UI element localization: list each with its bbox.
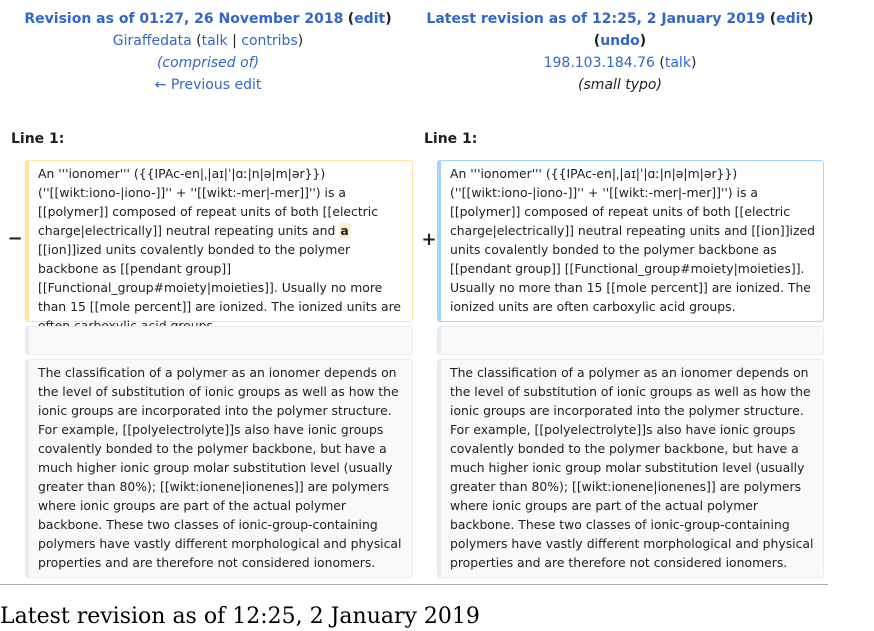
undo-link[interactable]: undo xyxy=(600,33,640,49)
context-line-right xyxy=(437,359,824,578)
left-revision-link[interactable]: Revision as of 01:27, 26 November 2018 xyxy=(24,11,344,27)
left-edit-link[interactable]: edit xyxy=(354,11,386,27)
latest-revision-heading: Latest revision as of 12:25, 2 January 2019 xyxy=(0,604,480,629)
left-revision-title-row: Revision as of 01:27, 26 November 2018 (edit) xyxy=(24,11,392,27)
section-divider xyxy=(0,584,828,585)
added-text: An '''ionomer''' ({{IPAc-en|ˌ|aɪ|ˈ|ɑː|n|ə|m|ər}}) (''[[wikt:iono-|iono-]]'' + ''[[wikt:-mer|-mer]]'') is a [[polymer]] composed of repeat units of both [[electric charge|electrically]] neutral repeating units and [[ion]]ized units covalently bonded to the polymer backbone as [[pendant group]] [[Functional_group#moiety|moieties]]. Usually no more than 15 [[mole percent]] are ionized. The ionized units are often carboxylic acid groups. xyxy=(450,166,815,314)
right-edit-link[interactable]: edit xyxy=(776,11,808,27)
left-edit-summary[interactable]: (comprised of) xyxy=(156,55,260,71)
right-edit-summary: (small typo) xyxy=(578,77,662,93)
right-user-row: 198.103.184.76 (talk) xyxy=(543,55,697,71)
right-revision-title-row: Latest revision as of 12:25, 2 January 2019 (edit) xyxy=(426,11,814,27)
context-text-left: The classification of a polymer as an ionomer depends on the level of substitution of ionic groups as well as how the ionic groups are incorporated into the polymer structure. For example, [[polyelectrolyte]]s also have ionic groups covalently bonded to the polymer backbone, but have a much higher ionic group molar substitution level (usually greater than 80%); [[wikt:ionene|ionenes]] are polymers where ionic groups are part of the actual polymer backbone. These two classes of ionic-group-containing polymers have vastly different morphological and physical properties and are therefore not considered ionomers. xyxy=(38,365,402,570)
deleted-line xyxy=(25,160,413,322)
left-revision-header xyxy=(8,8,408,96)
context-text-right: The classification of a polymer as an ionomer depends on the level of substitution of ionic groups as well as how the ionic groups are incorporated into the polymer structure. For example, [[polyelectrolyte]]s also have ionic groups covalently bonded to the polymer backbone, but have a much higher ionic group molar substitution level (usually greater than 80%); [[wikt:ionene|ionenes]] are polymers where ionic groups are part of the actual polymer backbone. These two classes of ionic-group-containing polymers have vastly different morphological and physical properties and are therefore not considered ionomers. xyxy=(450,365,814,570)
right-line-number: Line 1: xyxy=(424,131,478,147)
right-revision-header xyxy=(420,8,820,96)
empty-context-left xyxy=(25,326,413,355)
left-contribs-link[interactable]: contribs xyxy=(241,33,298,49)
diff-minus-marker: − xyxy=(7,228,23,249)
context-line-left xyxy=(25,359,413,578)
empty-context-right xyxy=(437,326,824,355)
added-line xyxy=(437,160,824,322)
left-line-number: Line 1: xyxy=(11,131,65,147)
left-talk-link[interactable]: talk xyxy=(201,33,228,49)
left-user-link[interactable]: Giraffedata xyxy=(112,33,192,49)
previous-edit-link[interactable]: ← Previous edit xyxy=(154,77,262,93)
deleted-word-highlight: a xyxy=(340,223,349,238)
left-user-row: Giraffedata (talk | contribs) xyxy=(112,33,304,49)
deleted-text-after: [[ion]]ized units covalently bonded to the polymer backbone as [[pendant group]] [[Functional_group#moiety|moieties]]. Usually no more than 15 [[mole percent]] are ionized. The ionized units are xyxy=(38,242,402,314)
right-undo-row: (undo) xyxy=(593,33,647,49)
right-user-link[interactable]: 198.103.184.76 xyxy=(543,55,655,71)
right-talk-link[interactable]: talk xyxy=(664,55,691,71)
right-revision-link[interactable]: Latest revision as of 12:25, 2 January 2019 xyxy=(426,11,766,27)
deleted-text-before: An '''ionomer''' ({{IPAc-en|ˌ|aɪ|ˈ|ɑː|n|ə|m|ər}}) (''[[wikt:iono-|iono-]]'' + ''[[wikt:-mer|-mer]]'') is a [[polymer]] composed of repeat units of both [[electric charge|electrically]] neutral repeating units and xyxy=(38,166,379,238)
diff-plus-marker: + xyxy=(421,229,437,250)
